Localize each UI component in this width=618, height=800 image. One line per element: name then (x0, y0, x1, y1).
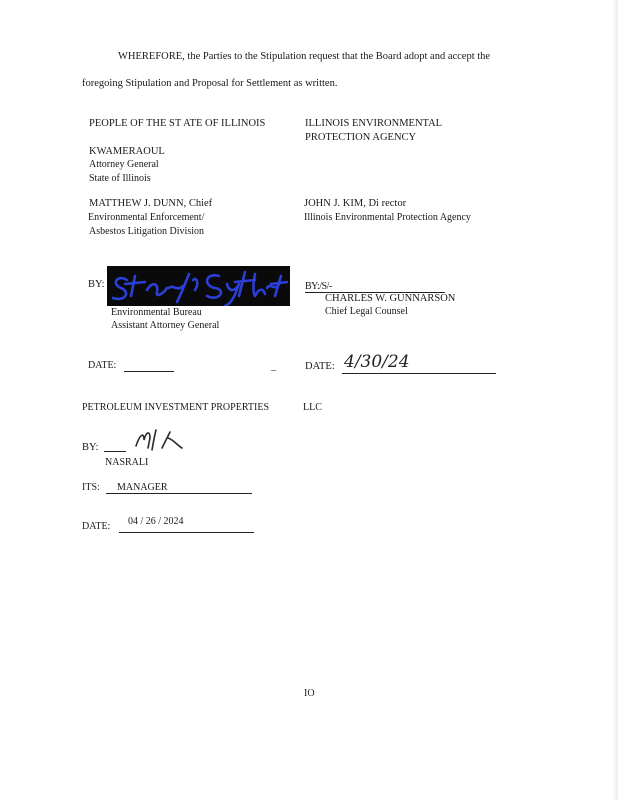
chief-division-2: Asbestos Litigation Division (89, 226, 204, 237)
respondent-date-line (119, 532, 254, 533)
left-date-label: DATE: (88, 360, 117, 371)
respondent-signature-image (134, 426, 188, 457)
respondent-signature-line (104, 451, 126, 452)
director-agency: Illinois Environmental Protection Agency (304, 212, 471, 223)
ag-state: State of Illinois (89, 173, 151, 184)
counsel-title: Chief Legal Counsel (325, 306, 408, 317)
respondent-signature-stroke (134, 426, 188, 452)
respondent-its-label: ITS: (82, 482, 100, 493)
ag-title: Attorney General (89, 159, 159, 170)
page-edge-shadow (612, 0, 618, 800)
chief-name: MATTHEW J. DUNN, Chief (89, 198, 213, 209)
right-date-value: 4/30/24 (344, 352, 410, 372)
intro-line-2: foregoing Stipulation and Proposal for Settlement as written. (82, 78, 338, 89)
page-number: IO (304, 688, 315, 699)
respondent-suffix: LLC (303, 402, 322, 413)
ag-name: KWAMERAOUL (89, 146, 165, 157)
attorney-signature-stroke (107, 266, 290, 306)
respondent-signer-name: NASRALI (105, 457, 149, 468)
right-party-heading-2: PROTECTION AGENCY (305, 132, 417, 143)
right-date-line (342, 373, 496, 374)
right-date-label: DATE: (305, 361, 335, 372)
director-name: JOHN J. KIM, Di rector (304, 198, 407, 209)
intro-line-1: WHEREFORE, the Parties to the Stipulation request that the Board adopt and accept the (118, 51, 491, 62)
respondent-by-label: BY: (82, 442, 99, 453)
respondent-its-line (106, 493, 252, 494)
respondent-its-value: MANAGER (117, 482, 168, 493)
attorney-signature-image (107, 266, 290, 306)
right-by-label: BY:/S/- (305, 281, 332, 292)
respondent-date-label: DATE: (82, 521, 111, 532)
left-date-line (124, 371, 174, 372)
signer-title: Assistant Attorney General (111, 320, 220, 331)
left-by-label: BY: (88, 279, 105, 290)
signer-bureau: Environmental Bureau (111, 307, 202, 318)
respondent-date-value: 04 / 26 / 2024 (128, 516, 184, 527)
left-date-underscore: _ (271, 361, 277, 372)
counsel-name: CHARLES W. GUNNARSON (325, 293, 456, 304)
chief-division-1: Environmental Enforcement/ (88, 212, 205, 223)
respondent-name: PETROLEUM INVESTMENT PROPERTIES (82, 402, 270, 413)
left-party-heading: PEOPLE OF THE ST ATE OF ILLINOIS (89, 118, 266, 129)
right-party-heading-1: ILLINOIS ENVIRONMENTAL (305, 118, 443, 129)
